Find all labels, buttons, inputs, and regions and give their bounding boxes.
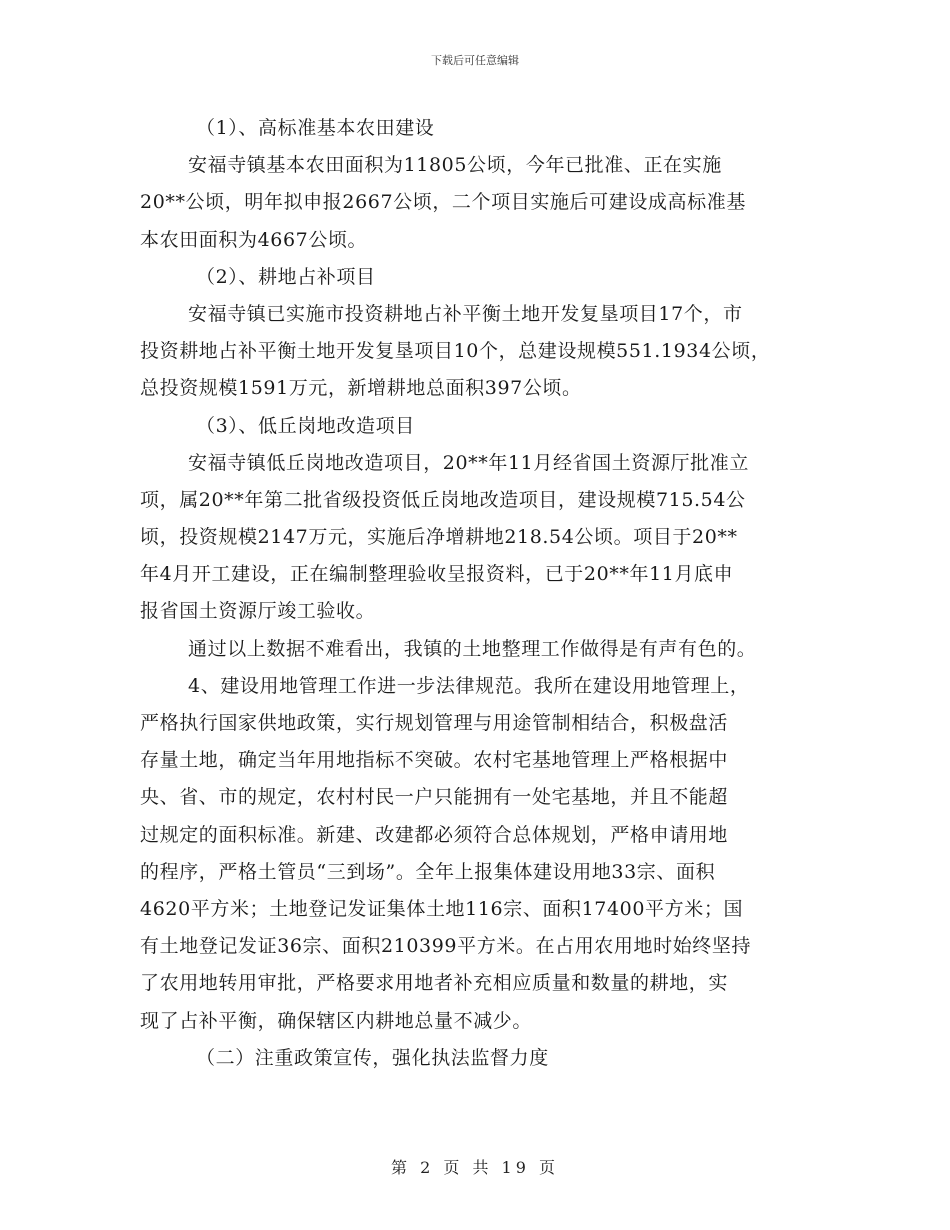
text-line: 过规定的面积标准。新建、改建都必须符合总体规划，严格申请用地	[140, 823, 729, 846]
text-line: 年4月开工建设，正在编制整理验收呈报资料，已于20**年11月底申	[140, 563, 734, 586]
text-line: 总投资规模1591万元，新增耕地总面积397公顷。	[140, 377, 582, 400]
page-header: 下载后可任意编辑	[431, 54, 519, 67]
text-line: 项，属20**年第二批省级投资低丘岗地改造项目，建设规模715.54公	[140, 488, 746, 511]
text-line: 通过以上数据不难看出，我镇的土地整理工作做得是有声有色的。	[188, 637, 757, 660]
text-line: 的程序，严格土管员“三到场”。全年上报集体建设用地33宗、面积	[140, 860, 716, 883]
text-line: 20**公顷，明年拟申报2667公顷，二个项目实施后可建设成高标准基	[140, 191, 746, 214]
text-line: 安福寺镇已实施市投资耕地占补平衡土地开发复垦项目17个，市	[188, 302, 743, 325]
text-line: 安福寺镇基本农田面积为11805公顷，今年已批准、正在实施	[188, 154, 722, 177]
text-line: 顷，投资规模2147万元，实施后净增耕地218.54公顷。项目于20**	[140, 526, 738, 549]
text-line: 严格执行国家供地政策，实行规划管理与用途管制相结合，积极盘活	[140, 712, 729, 734]
text-line: 有土地登记发证36宗、面积210399平方米。在占用农用地时始终坚持	[140, 935, 752, 958]
text-line: 现了占补平衡，确保辖区内耕地总量不减少。	[140, 1009, 533, 1032]
text-line: 4、建设用地管理工作进一步法律规范。我所在建设用地管理上，	[188, 674, 750, 697]
text-line: 4620平方米；土地登记发证集体土地116宗、面积17400平方米；国	[140, 897, 744, 920]
text-line: 投资耕地占补平衡土地开发复垦项目10个，总建设规模551.1934公顷，	[140, 340, 771, 363]
text-line: 安福寺镇低丘岗地改造项目，20**年11月经省国土资源厅批准立	[188, 451, 749, 474]
text-line: 了农用地转用审批，严格要求用地者补充相应质量和数量的耕地，实	[140, 972, 729, 995]
text-line: 存量土地，确定当年用地指标不突破。农村宅基地管理上严格根据中	[140, 749, 729, 772]
page-footer: 第 2 页 共 19 页	[391, 1158, 559, 1177]
document-body	[140, 110, 810, 1077]
text-line: （二）注重政策宣传，强化执法监督力度	[196, 1046, 549, 1069]
text-line: 本农田面积为4667公顷。	[140, 228, 368, 251]
text-line: （2）、耕地占补项目	[196, 265, 376, 288]
text-line: 报省国土资源厅竣工验收。	[140, 600, 376, 623]
text-line: （3）、低丘岗地改造项目	[196, 414, 415, 437]
text-line: 央、省、市的规定，农村村民一户只能拥有一处宅基地，并且不能超	[140, 786, 729, 809]
text-line: （1）、高标准基本农田建设	[196, 117, 435, 139]
